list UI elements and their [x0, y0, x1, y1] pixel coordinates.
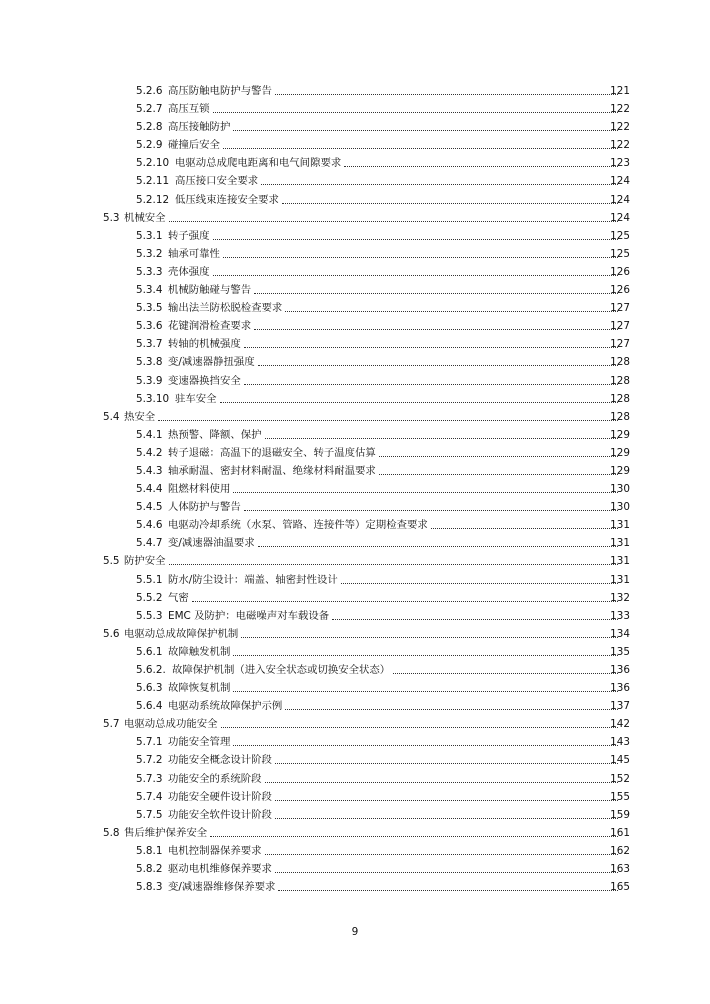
toc-dot-leader [275, 763, 618, 764]
toc-entry[interactable] [0, 679, 710, 697]
toc-entry-page: 131 [610, 555, 630, 568]
toc-entry[interactable] [0, 426, 710, 444]
toc-dot-leader [244, 384, 618, 385]
toc-entry-title: EMC 及防护：电磁噪声对车载设备 [168, 609, 330, 622]
toc-dot-leader [265, 782, 618, 783]
toc-dot-leader [233, 691, 618, 692]
toc-entry[interactable] [0, 534, 710, 552]
toc-dot-leader [210, 836, 618, 837]
toc-entry-number: 5.7.5 [136, 808, 163, 821]
toc-entry[interactable] [0, 408, 710, 426]
toc-dot-leader [233, 655, 618, 656]
toc-dot-leader [265, 438, 618, 439]
toc-entry-page: 130 [610, 501, 630, 514]
toc-entry-title: 防护安全 [124, 555, 166, 568]
toc-entry[interactable] [0, 191, 710, 209]
toc-entry-number: 5.3.4 [136, 284, 163, 297]
toc-dot-leader [192, 601, 618, 602]
toc-entry-page: 142 [610, 718, 630, 731]
toc-dot-leader [261, 184, 618, 185]
toc-entry-title: 电机控制器保养要求 [168, 844, 262, 857]
toc-entry-title: 转轴的机械强度 [168, 338, 241, 351]
toc-entry-page: 122 [610, 139, 630, 152]
toc-entry-title: 热预警、降额、保护 [168, 428, 262, 441]
toc-entry-number: 5.5.3 [136, 609, 163, 622]
toc-entry[interactable] [0, 245, 710, 263]
toc-dot-leader [233, 130, 618, 131]
toc-entry-page: 123 [610, 157, 630, 170]
toc-entry-page: 155 [610, 790, 630, 803]
toc-entry-title: 变/减速器油温要求 [168, 537, 255, 550]
toc-entry-page: 128 [610, 392, 630, 405]
toc-entry[interactable] [0, 788, 710, 806]
toc-entry[interactable] [0, 444, 710, 462]
toc-entry-page: 127 [610, 302, 630, 315]
toc-entry-page: 129 [610, 446, 630, 459]
toc-entry[interactable] [0, 154, 710, 172]
toc-entry-page: 127 [610, 338, 630, 351]
toc-entry-number: 5.7.2 [136, 754, 163, 767]
toc-entry-page: 162 [610, 844, 630, 857]
toc-entry-title: 售后维护保养安全 [124, 826, 208, 839]
toc-entry-title: 输出法兰防松脱检查要求 [168, 302, 283, 315]
toc-entry-title: 变/减速器维修保养要求 [168, 881, 276, 894]
toc-dot-leader [213, 239, 618, 240]
toc-entry-page: 126 [610, 284, 630, 297]
toc-entry-title: 花键润滑检查要求 [168, 320, 252, 333]
toc-entry-number: 5.4 [103, 410, 120, 423]
toc-entry-page: 127 [610, 320, 630, 333]
toc-entry-number: 5.2.8 [136, 121, 163, 134]
toc-entry-title: 电驱动总成爬电距离和电气间隙要求 [175, 157, 342, 170]
toc-entry[interactable] [0, 607, 710, 625]
toc-entry[interactable] [0, 842, 710, 860]
toc-entry[interactable] [0, 733, 710, 751]
toc-entry-page: 129 [610, 464, 630, 477]
toc-entry-page: 128 [610, 410, 630, 423]
toc-entry[interactable] [0, 589, 710, 607]
toc-dot-leader [223, 148, 618, 149]
toc-entry-title: 机械防触碰与警告 [168, 284, 252, 297]
toc-entry-title: 阻燃材料使用 [168, 483, 231, 496]
toc-entry[interactable] [0, 625, 710, 643]
toc-entry-title: 电驱动总成故障保护机制 [124, 627, 239, 640]
toc-entry-page: 125 [610, 229, 630, 242]
toc-dot-leader [379, 474, 618, 475]
toc-entry-title: 变速器换挡安全 [168, 374, 241, 387]
toc-entry-page: 131 [610, 519, 630, 532]
toc-entry-page: 161 [610, 826, 630, 839]
toc-dot-leader [254, 293, 618, 294]
toc-entry[interactable] [0, 372, 710, 390]
toc-entry-number: 5.4.6 [136, 519, 163, 532]
toc-entry[interactable] [0, 209, 710, 227]
toc-dot-leader [393, 673, 618, 674]
toc-entry-number: 5.4.7 [136, 537, 163, 550]
toc-dot-leader [223, 257, 618, 258]
toc-entry-page: 165 [610, 881, 630, 894]
toc-entry[interactable] [0, 172, 710, 190]
toc-dot-leader [379, 456, 618, 457]
toc-entry-number: 5.5.2 [136, 591, 163, 604]
toc-dot-leader [158, 420, 618, 421]
toc-dot-leader [282, 203, 618, 204]
toc-entry-number: 5.7 [103, 718, 120, 731]
toc-entry-number: 5.7.1 [136, 736, 163, 749]
toc-entry-page: 128 [610, 374, 630, 387]
toc-entry-page: 152 [610, 772, 630, 785]
toc-entry-number: 5.4.2 [136, 446, 163, 459]
toc-entry-page: 122 [610, 103, 630, 116]
toc-dot-leader [265, 854, 618, 855]
toc-entry-title: 转子强度 [168, 229, 210, 242]
toc-entry[interactable] [0, 390, 710, 408]
toc-entry-page: 137 [610, 700, 630, 713]
toc-entry-title: 高压互锁 [168, 103, 210, 116]
toc-entry[interactable] [0, 571, 710, 589]
toc-dot-leader [241, 637, 618, 638]
toc-entry-number: 5.4.3 [136, 464, 163, 477]
toc-entry-title: 变/减速器静扭强度 [168, 356, 255, 369]
toc-entry-page: 159 [610, 808, 630, 821]
toc-entry[interactable] [0, 227, 710, 245]
toc-dot-leader [258, 365, 618, 366]
toc-entry-page: 136 [610, 682, 630, 695]
toc-entry-title: 功能安全的系统阶段 [168, 772, 262, 785]
toc-entry-number: 5.2.10 [136, 157, 170, 170]
toc-entry-title: 高压接口安全要求 [175, 175, 259, 188]
table-of-contents [0, 82, 710, 896]
toc-entry-number: 5.3 [103, 211, 120, 224]
toc-entry-page: 145 [610, 754, 630, 767]
toc-entry[interactable] [0, 643, 710, 661]
toc-entry-number: 5.2.6 [136, 85, 163, 97]
toc-entry-number: 5.5 [103, 555, 120, 568]
toc-entry[interactable] [0, 516, 710, 534]
toc-entry-number: 5.6.4 [136, 700, 163, 713]
toc-entry-title: 故障恢复机制 [168, 682, 231, 695]
toc-dot-leader [244, 510, 618, 511]
toc-entry-page: 131 [610, 537, 630, 550]
toc-entry-number: 5.8.1 [136, 844, 163, 857]
toc-entry-title: 气密 [168, 591, 189, 604]
toc-entry-title: 电驱动冷却系统（水泵、管路、连接件等）定期检查要求 [168, 519, 428, 532]
toc-entry[interactable] [0, 353, 710, 371]
toc-dot-leader [233, 745, 618, 746]
toc-entry-page: 136 [610, 664, 630, 676]
toc-entry-page: 135 [610, 645, 630, 658]
toc-entry-page: 121 [610, 85, 630, 97]
toc-entry[interactable] [0, 498, 710, 516]
toc-entry-title: 故障保护机制（进入安全状态或切换安全状态） [172, 664, 391, 676]
toc-entry[interactable] [0, 715, 710, 733]
toc-entry-number: 5.3.2 [136, 247, 163, 260]
toc-entry-page: 122 [610, 121, 630, 134]
toc-entry-title: 热安全 [124, 410, 156, 423]
toc-entry-number: 5.6.3 [136, 682, 163, 695]
toc-entry-page: 130 [610, 483, 630, 496]
toc-entry-page: 124 [610, 211, 630, 224]
toc-entry-number: 5.6.1 [136, 645, 163, 658]
toc-dot-leader [169, 221, 618, 222]
toc-entry-page: 131 [610, 573, 630, 586]
toc-entry-number: 5.8.2 [136, 863, 163, 876]
toc-entry-title: 电驱动总成功能安全 [124, 718, 218, 731]
toc-entry-number: 5.4.4 [136, 483, 163, 496]
toc-entry-title: 功能安全硬件设计阶段 [168, 790, 272, 803]
toc-entry[interactable] [0, 317, 710, 335]
toc-entry-title: 人体防护与警告 [168, 501, 241, 514]
toc-dot-leader [254, 329, 618, 330]
toc-entry-number: 5.3.9 [136, 374, 163, 387]
toc-entry-page: 124 [610, 175, 630, 188]
toc-entry[interactable] [0, 770, 710, 788]
toc-entry-number: 5.3.8 [136, 356, 163, 369]
toc-entry-number: 5.6.2. [136, 664, 166, 676]
toc-entry[interactable] [0, 82, 710, 100]
toc-entry-title: 故障触发机制 [168, 645, 231, 658]
toc-entry-title: 轴承可靠性 [168, 247, 220, 260]
toc-dot-leader [275, 800, 618, 801]
toc-dot-leader [431, 528, 618, 529]
toc-entry-title: 高压接触防护 [168, 121, 231, 134]
toc-entry-title: 机械安全 [124, 211, 166, 224]
toc-entry[interactable] [0, 806, 710, 824]
toc-entry-number: 5.3.10 [136, 392, 170, 405]
toc-entry-number: 5.8 [103, 826, 120, 839]
toc-entry-page: 133 [610, 609, 630, 622]
toc-dot-leader [258, 546, 618, 547]
toc-entry[interactable] [0, 751, 710, 769]
toc-entry[interactable] [0, 661, 710, 679]
toc-entry-title: 低压线束连接安全要求 [175, 193, 279, 206]
toc-entry-title: 碰撞后安全 [168, 139, 220, 152]
toc-entry-page: 125 [610, 247, 630, 260]
toc-entry-page: 126 [610, 265, 630, 278]
toc-dot-leader [275, 94, 618, 95]
toc-entry-title: 轴承耐温、密封材料耐温、绝缘材料耐温要求 [168, 464, 376, 477]
toc-dot-leader [275, 818, 618, 819]
toc-entry-title: 功能安全软件设计阶段 [168, 808, 272, 821]
toc-entry[interactable] [0, 860, 710, 878]
toc-entry-page: 132 [610, 591, 630, 604]
toc-entry-number: 5.4.5 [136, 501, 163, 514]
toc-dot-leader [213, 275, 618, 276]
toc-dot-leader [221, 727, 618, 728]
toc-dot-leader [344, 166, 618, 167]
toc-entry[interactable] [0, 462, 710, 480]
toc-dot-leader [275, 872, 618, 873]
toc-entry-title: 功能安全概念设计阶段 [168, 754, 272, 767]
toc-entry[interactable] [0, 136, 710, 154]
toc-entry[interactable] [0, 281, 710, 299]
toc-entry-title: 功能安全管理 [168, 736, 231, 749]
toc-entry-title: 转子退磁：高温下的退磁安全、转子温度估算 [168, 446, 376, 459]
toc-entry-number: 5.2.11 [136, 175, 170, 188]
toc-entry[interactable] [0, 118, 710, 136]
toc-dot-leader [285, 709, 618, 710]
toc-entry-number: 5.3.1 [136, 229, 163, 242]
toc-entry-number: 5.6 [103, 627, 120, 640]
page-number: 9 [351, 926, 359, 938]
toc-entry-number: 5.2.9 [136, 139, 163, 152]
toc-dot-leader [332, 619, 618, 620]
toc-entry-number: 5.5.1 [136, 573, 163, 586]
toc-entry-number: 5.3.7 [136, 338, 163, 351]
toc-entry-title: 防水/防尘设计：端盖、轴密封性设计 [168, 573, 338, 586]
toc-entry[interactable] [0, 335, 710, 353]
toc-dot-leader [169, 564, 618, 565]
toc-dot-leader [213, 112, 618, 113]
toc-entry-title: 驻车安全 [175, 392, 217, 405]
toc-entry-title: 高压防触电防护与警告 [168, 85, 272, 97]
toc-entry[interactable] [0, 697, 710, 715]
toc-entry[interactable] [0, 480, 710, 498]
toc-dot-leader [220, 402, 618, 403]
toc-entry[interactable] [0, 299, 710, 317]
toc-entry-title: 壳体强度 [168, 265, 210, 278]
toc-entry-title: 驱动电机维修保养要求 [168, 863, 272, 876]
toc-entry-number: 5.2.12 [136, 193, 170, 206]
toc-entry-number: 5.7.3 [136, 772, 163, 785]
toc-entry-page: 129 [610, 428, 630, 441]
toc-entry-page: 143 [610, 736, 630, 749]
toc-entry-number: 5.4.1 [136, 428, 163, 441]
toc-entry-page: 163 [610, 863, 630, 876]
toc-entry-page: 128 [610, 356, 630, 369]
toc-entry-number: 5.8.3 [136, 881, 163, 894]
toc-dot-leader [285, 311, 618, 312]
toc-entry[interactable] [0, 100, 710, 118]
toc-entry[interactable] [0, 824, 710, 842]
toc-entry-title: 电驱动系统故障保护示例 [168, 700, 283, 713]
toc-entry[interactable] [0, 878, 710, 896]
toc-entry-number: 5.3.3 [136, 265, 163, 278]
toc-dot-leader [278, 890, 618, 891]
toc-dot-leader [244, 347, 618, 348]
toc-entry-page: 134 [610, 627, 630, 640]
toc-entry-page: 124 [610, 193, 630, 206]
toc-entry[interactable] [0, 552, 710, 570]
toc-entry-number: 5.3.6 [136, 320, 163, 333]
toc-entry[interactable] [0, 263, 710, 281]
toc-entry-number: 5.3.5 [136, 302, 163, 315]
toc-entry-number: 5.2.7 [136, 103, 163, 116]
toc-entry-number: 5.7.4 [136, 790, 163, 803]
toc-dot-leader [341, 583, 618, 584]
toc-dot-leader [233, 492, 618, 493]
